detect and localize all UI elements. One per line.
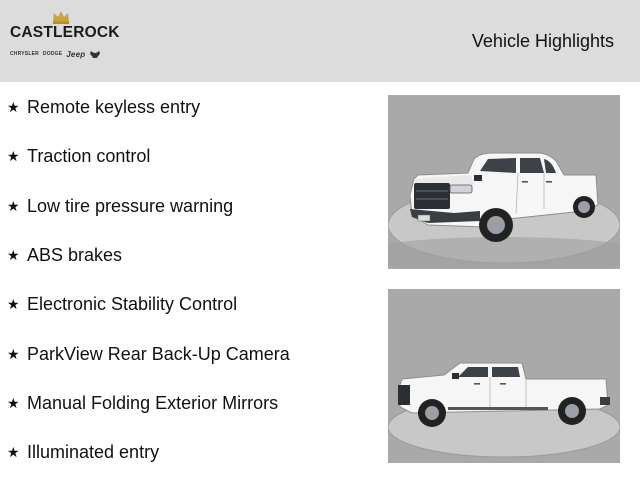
truck-front-image bbox=[388, 95, 620, 269]
star-icon: ★ bbox=[7, 99, 20, 115]
list-item bbox=[7, 292, 237, 316]
feature-label: Remote keyless entry bbox=[27, 96, 201, 117]
ram-logo-icon bbox=[89, 49, 101, 59]
header-bar bbox=[0, 0, 640, 82]
feature-label: Manual Folding Exterior Mirrors bbox=[27, 392, 279, 413]
list-item bbox=[7, 391, 278, 415]
feature-label: Electronic Stability Control bbox=[27, 293, 238, 314]
list-item bbox=[7, 144, 150, 168]
star-icon: ★ bbox=[7, 296, 20, 312]
brand-row bbox=[10, 48, 120, 60]
brand-jeep: Jeep bbox=[66, 49, 86, 59]
star-icon: ★ bbox=[7, 247, 20, 263]
dealer-logo[interactable] bbox=[8, 10, 120, 66]
list-item bbox=[7, 440, 159, 464]
crown-icon bbox=[52, 10, 70, 24]
list-item bbox=[7, 342, 290, 366]
vehicle-photo-side[interactable] bbox=[388, 289, 620, 463]
truck-side-image bbox=[388, 289, 620, 463]
feature-label: ABS brakes bbox=[27, 244, 123, 265]
list-item bbox=[7, 95, 200, 119]
star-icon: ★ bbox=[7, 198, 20, 214]
star-icon: ★ bbox=[7, 395, 20, 411]
list-item bbox=[7, 194, 233, 218]
brand-chrysler: CHRYSLER bbox=[10, 51, 39, 57]
vehicle-photo-front[interactable] bbox=[388, 95, 620, 269]
feature-label: ParkView Rear Back-Up Camera bbox=[27, 343, 290, 364]
dealer-name: CASTLEROCK bbox=[10, 24, 120, 41]
star-icon: ★ bbox=[7, 444, 20, 460]
page-title: Vehicle Highlights bbox=[471, 31, 614, 51]
star-icon: ★ bbox=[7, 346, 20, 362]
feature-label: Low tire pressure warning bbox=[27, 195, 234, 216]
brand-dodge: DODGE bbox=[42, 51, 63, 57]
star-icon: ★ bbox=[7, 148, 20, 164]
list-item bbox=[7, 243, 122, 267]
feature-label: Illuminated entry bbox=[27, 441, 160, 462]
feature-label: Traction control bbox=[27, 145, 151, 166]
